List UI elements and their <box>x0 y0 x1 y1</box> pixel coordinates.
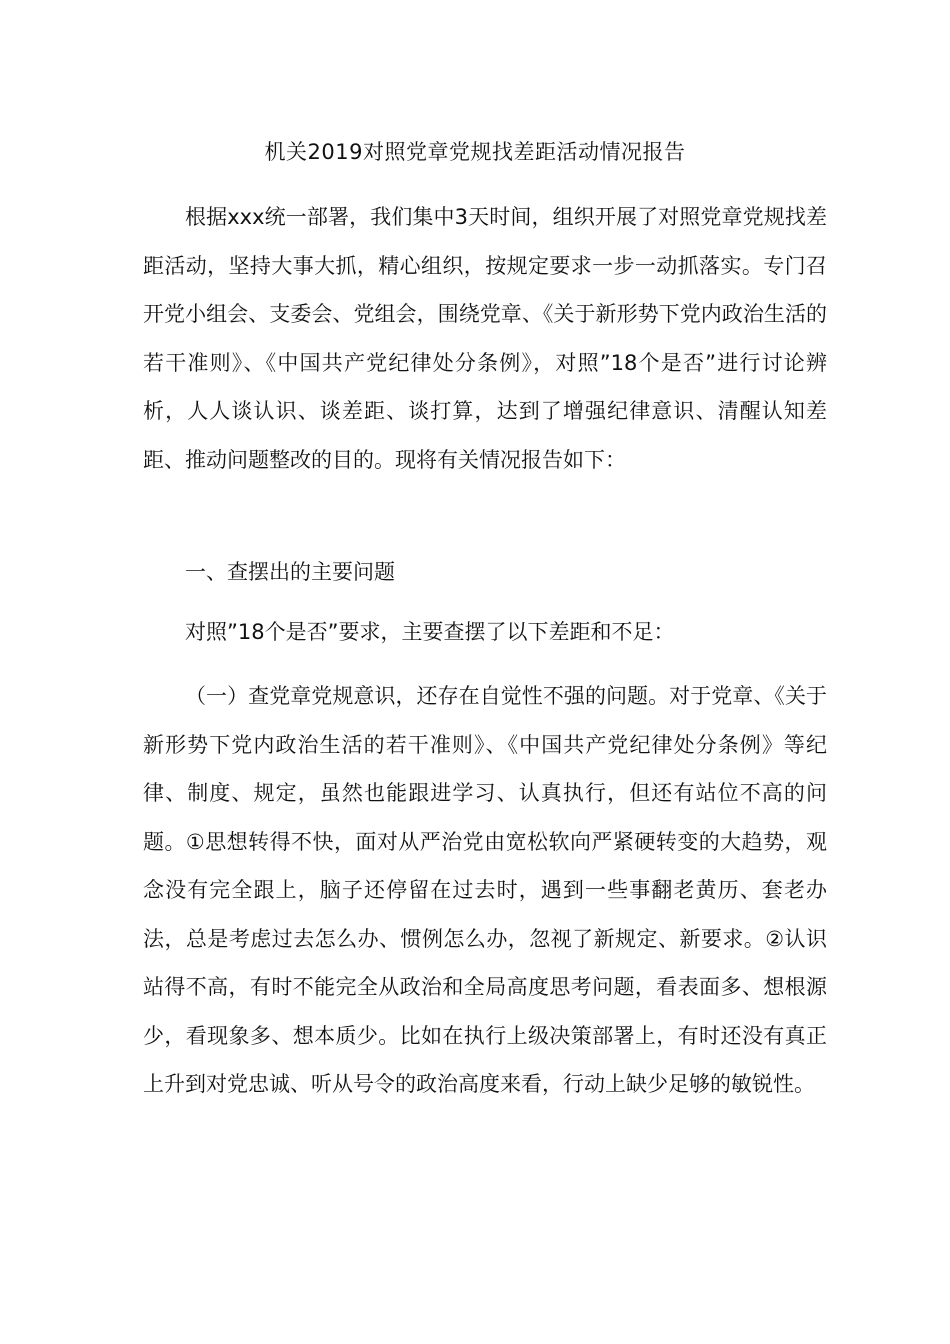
issue-one-paragraph: （一）查党章党规意识，还存在自觉性不强的问题。对于党章、《关于新形势下党内政治生活的若干准则》、《中国共产党纪律处分条例》等纪律、制度、规定，虽然也能跟进学习、认真执行，但还有站位不高的问题。①思想转得不快，面对从严治党由宽松软向严紧硬转变的大趋势，观念没有完全跟上，脑子还停留在过去时，遇到一些事翻老黄历、套老办法，总是考虑过去怎么办、惯例怎么办，忽视了新规定、新要求。②认识站得不高，有时不能完全从政治和全局高度思考问题，看表面多、想根源少，看现象多、想本质少。比如在执行上级决策部署上，有时还没有真正上升到对党忠诚、听从号令的政治高度来看，行动上缺少足够的敏锐性。 <box>143 684 827 1096</box>
section-intro-paragraph: 对照”18个是否”要求，主要查摆了以下差距和不足： <box>185 620 675 644</box>
document-title: 机关2019对照党章党规找差距活动情况报告 <box>264 140 686 164</box>
intro-paragraph: 根据xxx统一部署，我们集中3天时间，组织开展了对照党章党规找差距活动，坚持大事大抓，精心组织，按规定要求一步一动抓落实。专门召开党小组会、支委会、党组会，围绕党章、《关于新形势下党内政治生活的若干准则》、《中国共产党纪律处分条例》，对照”18个是否”进行讨论辨析，人人谈认识、谈差距、谈打算，达到了增强纪律意识、清醒认知差距、推动问题整改的目的。现将有关情况报告如下： <box>143 205 827 472</box>
section-heading: 一、查摆出的主要问题 <box>185 560 395 584</box>
